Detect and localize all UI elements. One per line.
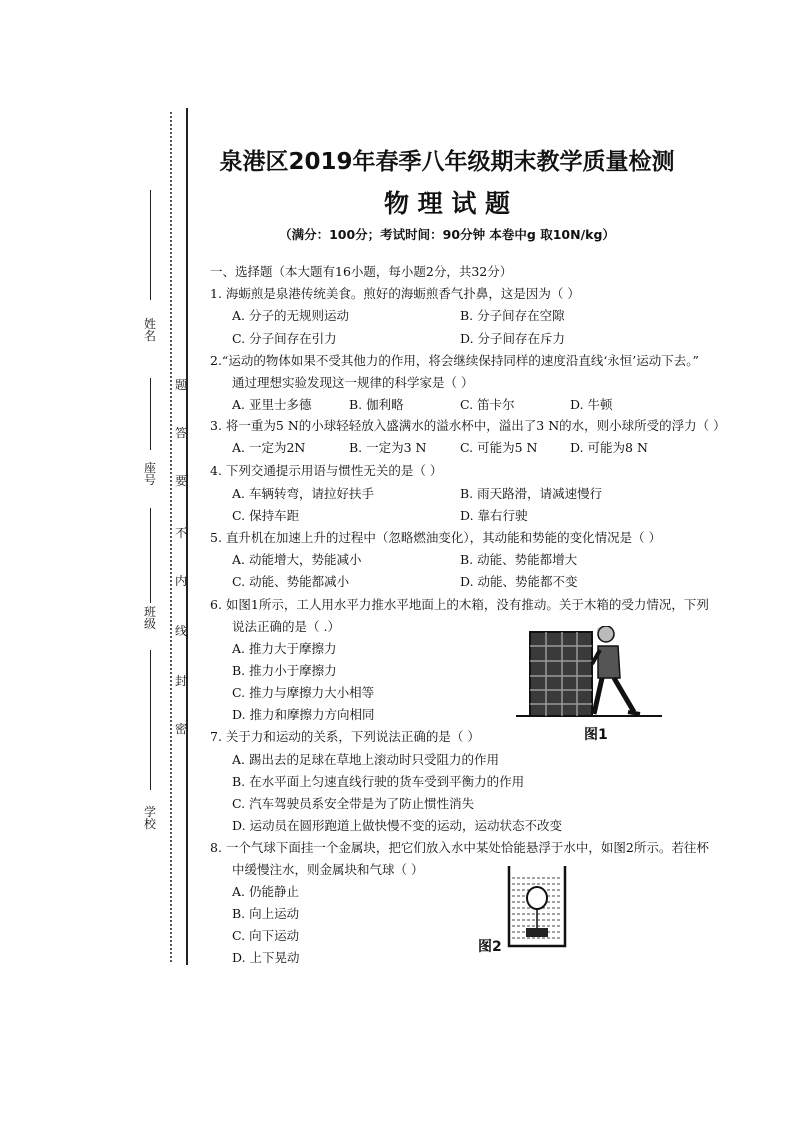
option: C. 动能、势能都减小 [232, 574, 350, 589]
option: A. 一定为2N [232, 440, 306, 455]
option: C. 分子间存在引力 [232, 331, 337, 346]
class-label: 班级 [143, 605, 156, 631]
question-stem: 7. 关于力和运动的关系，下列说法正确的是（ ） [210, 729, 480, 744]
option: B. 在水平面上匀速直线行驶的货车受到平衡力的作用 [232, 774, 525, 789]
option: D. 运动员在圆形跑道上做快慢不变的运动，运动状态不改变 [232, 818, 563, 833]
option: D. 分子间存在斥力 [460, 331, 566, 346]
option: D. 可能为8 N [570, 440, 648, 455]
seal-char: 要 [174, 474, 187, 488]
seal-char: 答 [174, 426, 187, 440]
seal-char: 题 [174, 378, 187, 392]
option: A. 踢出去的足球在草地上滚动时只受阻力的作用 [232, 752, 499, 767]
option: C. 推力与摩擦力大小相等 [232, 685, 375, 700]
option: C. 向下运动 [232, 928, 300, 943]
seal-char: 不 [174, 526, 187, 540]
question-stem-cont: 说法正确的是（ .） [232, 619, 340, 634]
binding-dotted-line [170, 112, 172, 962]
option: D. 推力和摩擦力方向相同 [232, 707, 375, 722]
option: B. 分子间存在空隙 [460, 308, 565, 323]
question-stem: 4. 下列交通提示用语与惯性无关的是（ ） [210, 463, 443, 478]
option: C. 可能为5 N [460, 440, 538, 455]
question-stem: 8. 一个气球下面挂一个金属块，把它们放入水中某处恰能悬浮于水中，如图2所示。若往杯 [210, 840, 709, 855]
class-blank [150, 508, 151, 603]
question-stem-cont: 通过理想实验发现这一规律的科学家是（ ） [232, 375, 474, 390]
figure-2-beaker [506, 864, 568, 950]
exam-info: （满分：100分；考试时间：90分钟 本卷中g 取10N/kg） [279, 227, 615, 242]
seal-char: 密 [174, 722, 187, 736]
option: D. 靠右行驶 [460, 508, 528, 523]
option: B. 伽利略 [349, 397, 404, 412]
question-stem: 2.“运动的物体如果不受其他力的作用，将会继续保持同样的速度沿直线‘永恒’运动下去。” [210, 353, 699, 368]
option: A. 分子的无规则运动 [232, 308, 349, 323]
option: C. 汽车驾驶员系安全带是为了防止惯性消失 [232, 796, 475, 811]
figure-1-caption: 图1 [584, 727, 608, 743]
option: D. 动能、势能都不变 [460, 574, 578, 589]
seat-blank [150, 378, 151, 450]
option: A. 仍能静止 [232, 884, 299, 899]
option: D. 上下晃动 [232, 950, 300, 965]
seal-char: 内 [174, 574, 187, 588]
option: A. 动能增大，势能减小 [232, 552, 362, 567]
seal-char: 线 [174, 624, 187, 638]
school-label: 学校 [143, 805, 156, 831]
option: C. 笛卡尔 [460, 397, 515, 412]
option: A. 亚里士多德 [232, 397, 312, 412]
option: B. 动能、势能都增大 [460, 552, 578, 567]
exam-title: 泉港区2019年春季八年级期末教学质量检测 [219, 149, 675, 175]
figure-1-crate-worker [516, 626, 662, 718]
option: A. 推力大于摩擦力 [232, 641, 337, 656]
question-stem: 3. 将一重为5 N的小球轻轻放入盛满水的溢水杯中，溢出了3 N的水，则小球所受的浮力（ ） [210, 418, 726, 433]
seat-label: 座号 [143, 461, 156, 487]
option: C. 保持车距 [232, 508, 300, 523]
name-label: 姓名 [143, 317, 156, 343]
option: B. 雨天路滑，请减速慢行 [460, 486, 603, 501]
subject-title: 物 理 试 题 [383, 189, 511, 218]
seal-char: 封 [174, 674, 187, 688]
question-stem: 6. 如图1所示，工人用水平力推水平地面上的木箱，没有推动。关于木箱的受力情况，下列 [210, 597, 709, 612]
question-stem: 5. 直升机在加速上升的过程中（忽略燃油变化），其动能和势能的变化情况是（ ） [210, 530, 662, 545]
option: D. 牛顿 [570, 397, 613, 412]
name-blank [150, 190, 151, 300]
option: B. 一定为3 N [349, 440, 427, 455]
section-heading: 一、选择题（本大题有16小题，每小题2分，共32分） [210, 264, 513, 279]
option: B. 推力小于摩擦力 [232, 663, 337, 678]
question-stem-cont: 中缓慢注水，则金属块和气球（ ） [232, 862, 424, 877]
option: B. 向上运动 [232, 906, 300, 921]
question-stem: 1. 海蛎煎是泉港传统美食。煎好的海蛎煎香气扑鼻，这是因为（ ） [210, 286, 580, 301]
figure-2-caption: 图2 [478, 939, 502, 955]
option: A. 车辆转弯，请拉好扶手 [232, 486, 374, 501]
school-blank [150, 650, 151, 790]
